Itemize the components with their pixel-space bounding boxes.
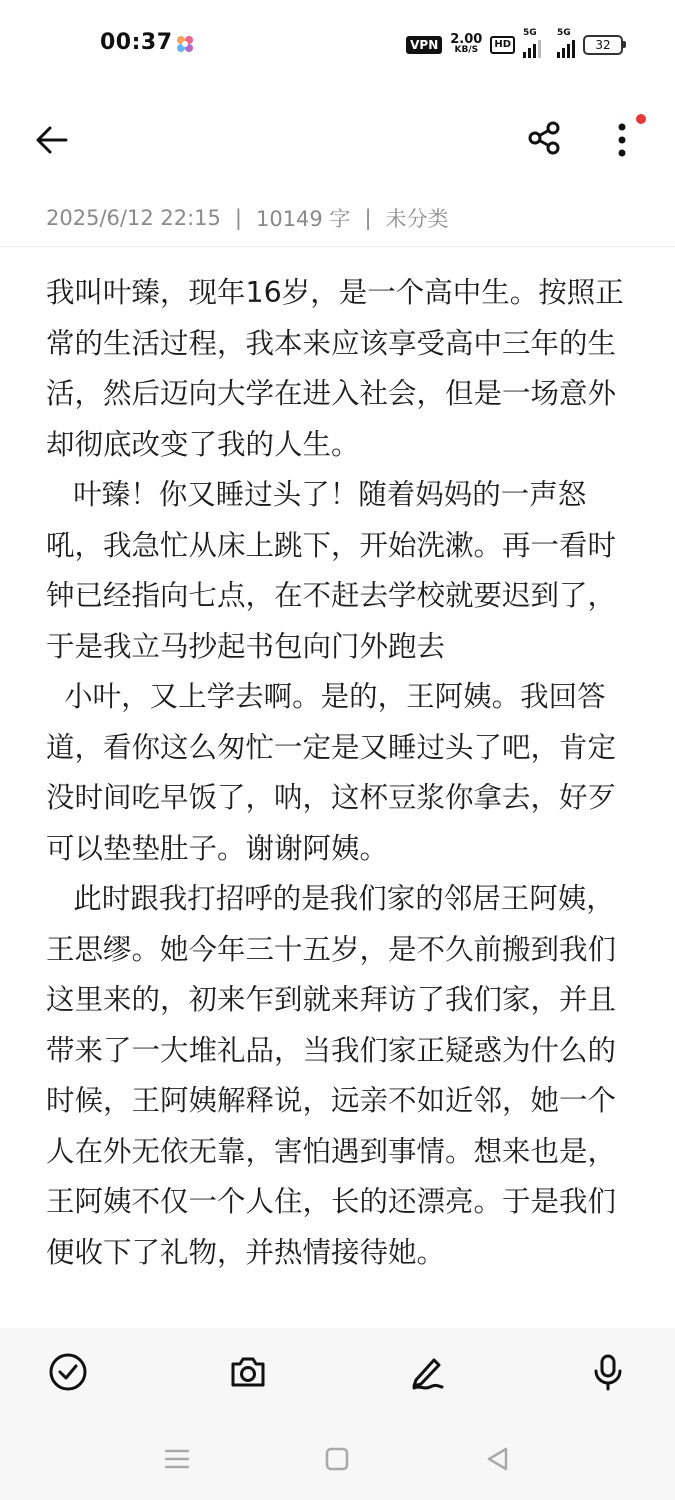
meta-separator: |: [234, 206, 242, 230]
note-meta: [46, 203, 449, 233]
battery-indicator: 32: [583, 35, 623, 55]
check-circle-icon[interactable]: [48, 1352, 88, 1392]
vpn-badge: VPN: [406, 36, 442, 54]
top-action-bar: [0, 100, 675, 180]
network-rate: 2.00 KB/S: [450, 32, 483, 55]
status-icons: [406, 28, 623, 58]
menu-icon[interactable]: [162, 1444, 192, 1474]
pen-icon[interactable]: [408, 1352, 448, 1392]
app-notification-icon: [175, 34, 195, 54]
more-vert-icon[interactable]: [606, 120, 638, 160]
back-arrow-icon[interactable]: [34, 122, 70, 158]
notification-dot: [636, 114, 646, 124]
status-time: 00:37: [100, 30, 173, 55]
note-word-count: 10149 字: [255, 207, 351, 231]
meta-separator: |: [364, 206, 372, 230]
camera-icon[interactable]: [228, 1352, 268, 1392]
microphone-icon[interactable]: [588, 1352, 628, 1392]
home-square-icon[interactable]: [322, 1444, 352, 1474]
back-triangle-icon[interactable]: [483, 1444, 513, 1474]
status-bar: [0, 0, 675, 90]
system-nav-bar: [0, 1420, 675, 1500]
note-paragraph[interactable]: 我叫叶臻，现年16岁，是一个高中生。按照正常的生活过程，我本来应该享受高中三年的生活，然后迈向大学在进入社会，但是一场意外却彻底改变了我的人生。: [46, 276, 624, 461]
share-icon[interactable]: [526, 120, 562, 156]
note-paragraph[interactable]: 小叶，又上学去啊。是的，王阿姨。我回答道，看你这么匆忙一定是又睡过头了吧，肯定没时间吃早饭了，呐，这杯豆浆你拿去，好歹可以垫垫肚子。谢谢阿姨。: [46, 680, 617, 865]
note-paragraph[interactable]: 此时跟我打招呼的是我们家的邻居王阿姨，王思缪。她今年三十五岁，是不久前搬到我们这里来的，初来乍到就来拜访了我们家，并且带来了一大堆礼品，当我们家正疑惑为什么的时候，王阿姨解释说，远亲不如近邻，她一个人在外无依无靠，害怕遇到事情。想来也是，王阿姨不仅一个人住，长的还漂亮。于是我们便收下了礼物，并热情接待她。: [46, 882, 617, 1269]
signal-icon-sim1: 5G: [523, 32, 541, 58]
signal-icon-sim2: 5G: [557, 32, 575, 58]
meta-divider: [0, 246, 675, 247]
note-category[interactable]: 未分类: [385, 207, 449, 231]
editor-toolbar: [0, 1328, 675, 1420]
note-body[interactable]: [46, 268, 636, 1278]
note-date: 2025/6/12 22:15: [46, 206, 221, 230]
note-paragraph[interactable]: 叶臻！你又睡过头了！随着妈妈的一声怒吼，我急忙从床上跳下，开始洗漱。再一看时钟已经指向七点，在不赶去学校就要迟到了，于是我立马抄起书包向门外跑去: [46, 478, 617, 663]
hd-voice-badge: HD: [490, 36, 515, 54]
